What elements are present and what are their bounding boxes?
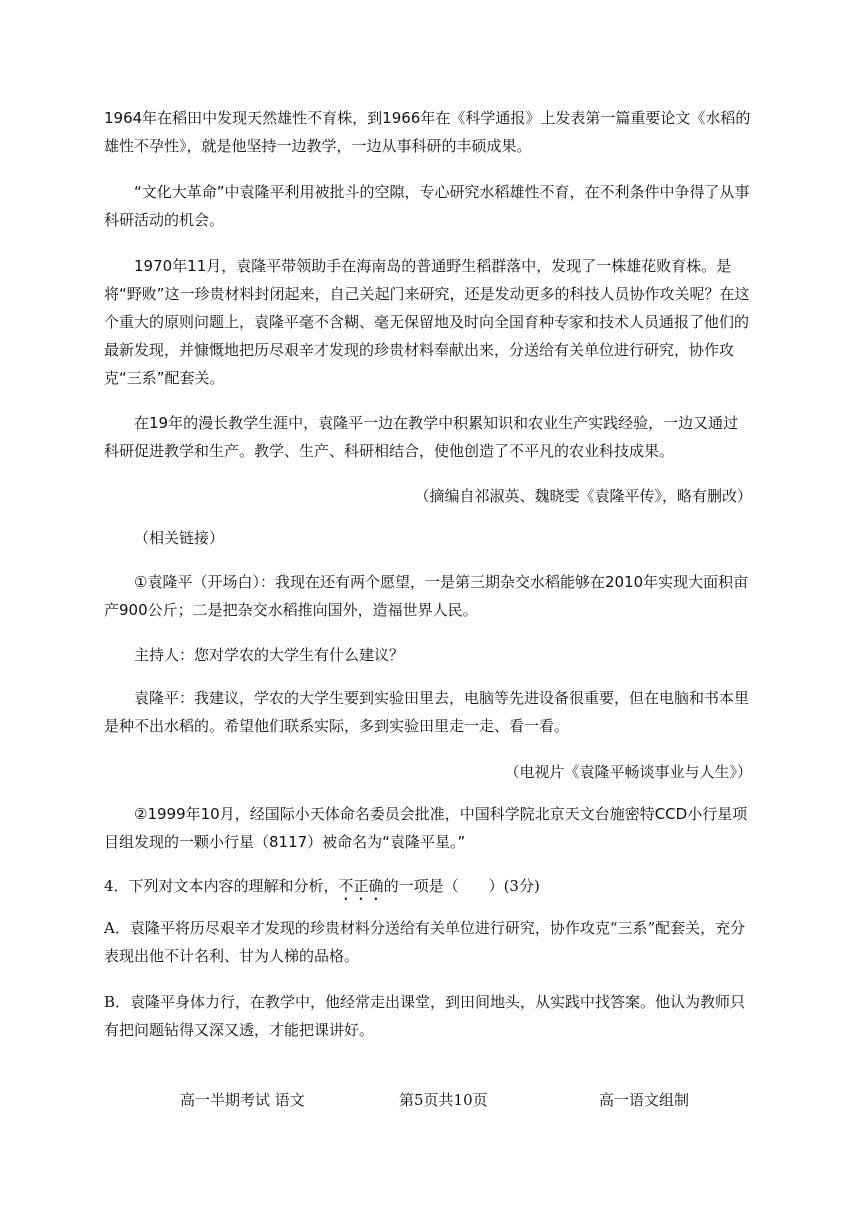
related-link-1: ①袁隆平（开场白）：我现在还有两个愿望，一是第三期杂交水稻能够在2010年实现大面积亩产900公斤；二是把杂交水稻推向国外，造福世界人民。 <box>104 573 749 619</box>
paragraph-cultural-revolution: “文化大革命”中袁隆平利用被批斗的空隙，专心研究水稻雄性不育，在不利条件中争得了从事科研活动的机会。 <box>104 183 750 229</box>
footer-exam-name: 高一半期考试 语文 <box>180 1091 305 1109</box>
footer-author: 高一语文组制 <box>599 1091 690 1109</box>
question-4-prefix: 4．下列对文本内容的理解和分析， <box>104 877 339 895</box>
source-citation-biography: （摘编自祁淑英、魏晓雯《袁隆平传》，略有删改） <box>414 487 752 505</box>
question-4-emphasis: 不正确 <box>338 877 384 895</box>
related-links-heading: （相关链接） <box>134 529 225 547</box>
host-question: 主持人：您对学农的大学生有什么建议？ <box>134 646 405 664</box>
paragraph-teaching-career: 在19年的漫长教学生涯中，袁隆平一边在教学中积累知识和农业生产实践经验，一边又通过科研促进教学和生产。教学、生产、科研相结合，使他创造了不平凡的农业科技成果。 <box>104 414 739 460</box>
footer-page-number: 第5页共10页 <box>399 1091 488 1109</box>
yuan-answer: 袁隆平：我建议，学农的大学生要到实验田里去，电脑等先进设备很重要，但在电脑和书本里是种不出水稻的。希望他们联系实际，多到实验田里走一走、看一看。 <box>104 689 750 735</box>
option-b: B．袁隆平身体力行，在教学中，他经常走出课堂，到田间地头，从实践中找答案。他认为教师只有把问题钻得又深又透，才能把课讲好。 <box>104 993 746 1039</box>
option-a: A．袁隆平将历尽艰辛才发现的珍贵材料分送给有关单位进行研究，协作攻克“三系”配套关，充分表现出他不计名利、甘为人梯的品格。 <box>104 919 746 965</box>
question-4-suffix: 的一项是（ ）(3分) <box>383 877 540 895</box>
paragraph-1964: 1964年在稻田中发现天然雄性不育株，到1966年在《科学通报》上发表第一篇重要论文《水稻的雄性不孕性》，就是他坚持一边教学，一边从事科研的丰硕成果。 <box>104 109 751 155</box>
related-link-2: ②1999年10月，经国际小天体命名委员会批准，中国科学院北京天文台施密特CCD小行星项目组发现的一颗小行星（8117）被命名为“袁隆平星。” <box>104 805 748 851</box>
question-4 <box>104 872 752 904</box>
paragraph-1970: 1970年11月，袁隆平带领助手在海南岛的普通野生稻群落中，发现了一株雄花败育株。是将“野败”这一珍贵材料封闭起来，自己关起门来研究，还是发动更多的科技人员协作攻关呢？在这个重大的原则问题上，袁隆平毫不含糊、毫无保留地及时向全国育种专家和技术人员通报了他们的最新发现，并慷慨地把历尽艰辛才发现的珍贵材料奉献出来，分送给有关单位进行研究，协作攻克“三系”配套关。 <box>104 257 750 387</box>
source-citation-tv: （电视片《袁隆平畅谈事业与人生》） <box>504 763 752 781</box>
